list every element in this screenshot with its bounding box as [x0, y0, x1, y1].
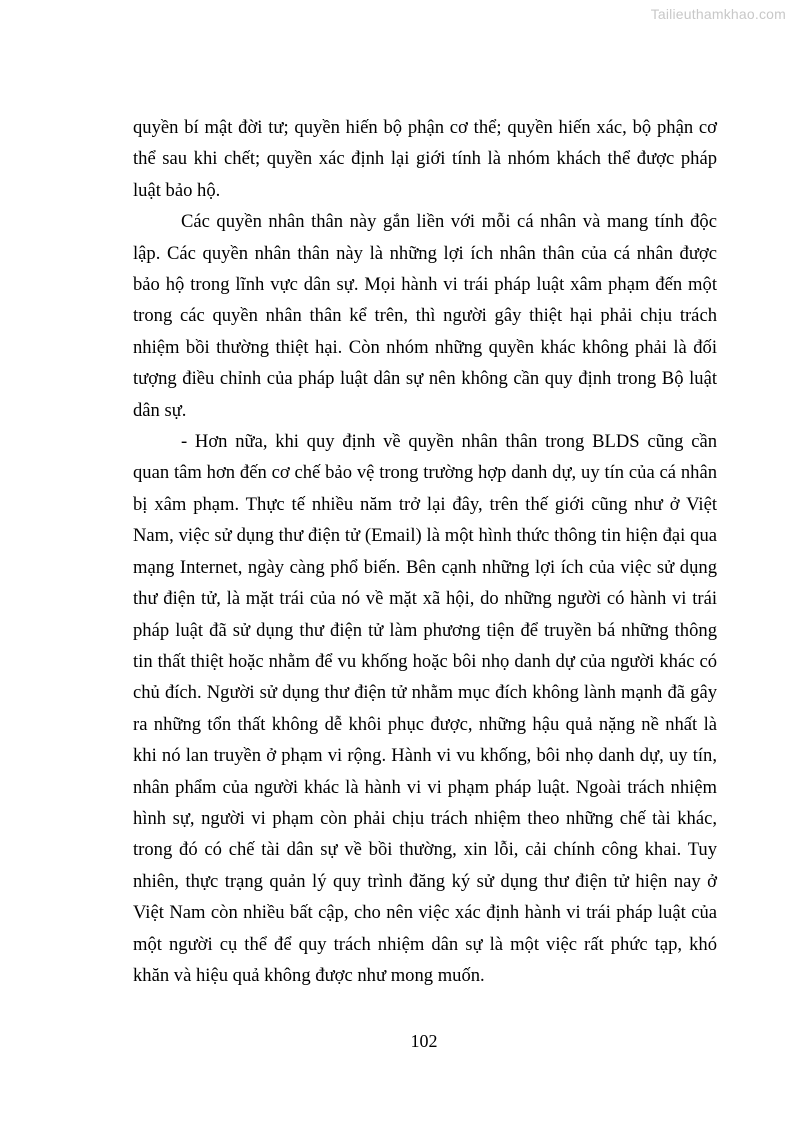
paragraph-email-protection: - Hơn nữa, khi quy định về quyền nhân thân trong BLDS cũng cần quan tâm hơn đến cơ chế bảo vệ trong trường hợp danh dự, uy tín của cá nhân bị xâm phạm. Thực tế nhiều năm trở lại đây, trên thế giới cũng như ở Việt Nam, việc sử dụng thư điện tử (Email) là một hình thức thông tin hiện đại qua mạng Internet, ngày càng phổ biến. Bên cạnh những lợi ích của việc sử dụng thư điện tử, là mặt trái của nó về mặt xã hội, do những người có hành vi trái pháp luật đã sử dụng thư điện tử làm phương tiện để truyền bá những thông tin thất thiệt hoặc nhằm để vu khống hoặc bôi nhọ danh dự của người khác có chủ đích. Người sử dụng thư điện tử nhằm mục đích không lành mạnh đã gây ra những tổn thất không dễ khôi phục được, những hậu quả nặng nề nhất là khi nó lan truyền ở phạm vi rộng. Hành vi vu khống, bôi nhọ danh dự, uy tín, nhân phẩm của người khác là hành vi vi phạm pháp luật. Ngoài trách nhiệm hình sự, người vi phạm còn phải chịu trách nhiệm theo những chế tài khác, trong đó có chế tài dân sự về bồi thường, xin lỗi, cải chính công khai. Tuy nhiên, thực trạng quản lý quy trình đăng ký sử dụng thư điện tử hiện nay ở Việt Nam còn nhiều bất cập, cho nên việc xác định hành vi trái pháp luật của một người cụ thể để quy trách nhiệm dân sự là một việc rất phức tạp, khó khăn và hiệu quả không được như mong muốn.: [133, 431, 717, 986]
paragraph-continued: quyền bí mật đời tư; quyền hiến bộ phận cơ thể; quyền hiến xác, bộ phận cơ thể sau khi chết; quyền xác định lại giới tính là nhóm khách thể được pháp luật bảo hộ.: [133, 117, 717, 201]
paragraph-personal-rights: Các quyền nhân thân này gắn liền với mỗi cá nhân và mang tính độc lập. Các quyền nhân thân này là những lợi ích nhân thân của cá nhân được bảo hộ trong lĩnh vực dân sự. Mọi hành vi trái pháp luật xâm phạm đến một trong các quyền nhân thân kể trên, thì người gây thiệt hại phải chịu trách nhiệm bồi thường thiệt hại. Còn nhóm những quyền khác không phải là đối tượng điều chỉnh của pháp luật dân sự nên không cần quy định trong Bộ luật dân sự.: [133, 211, 717, 421]
watermark: Tailieuthamkhao.com: [650, 6, 786, 22]
document-body: [133, 112, 717, 991]
page-number: 102: [410, 1031, 438, 1051]
